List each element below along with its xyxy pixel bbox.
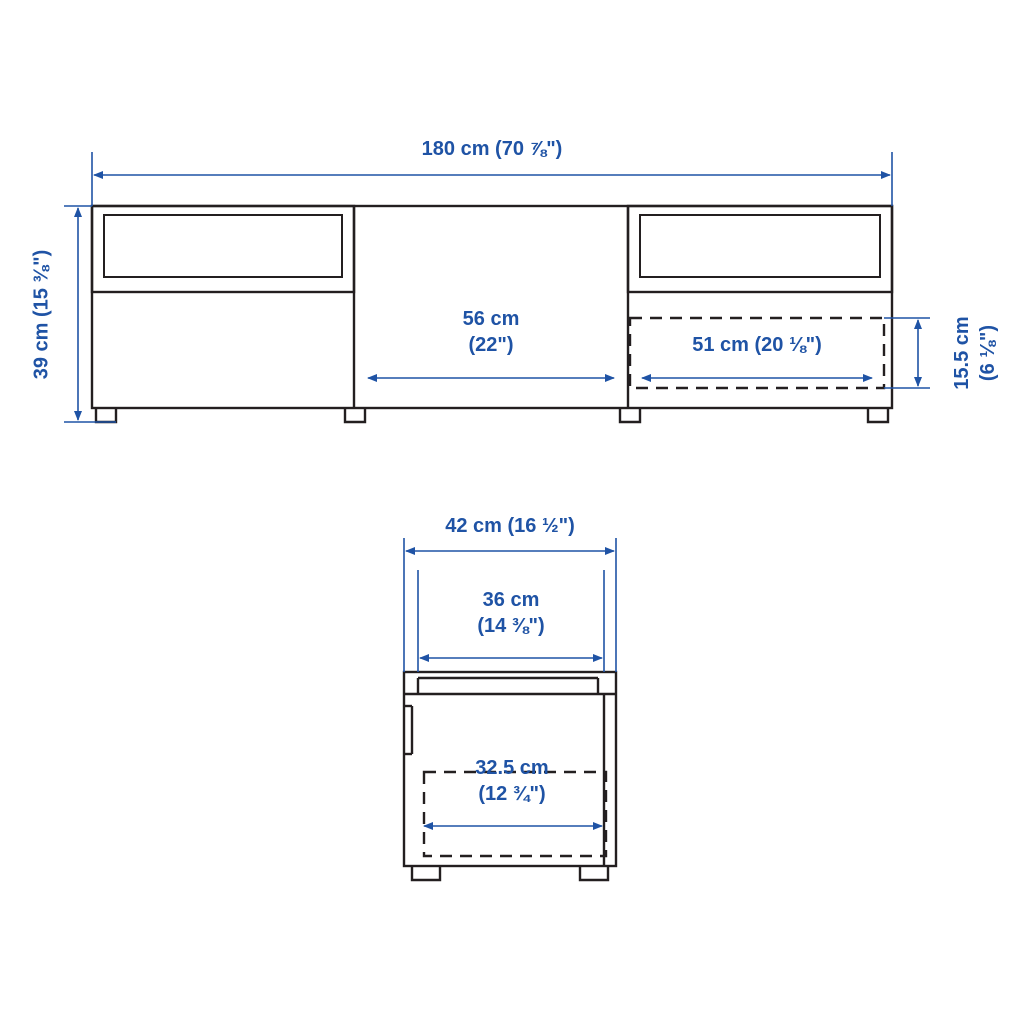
label-side-drawer-depth <box>412 755 612 807</box>
label-front-drawer-inner-width-text: 51 cm (20 ⅛") <box>692 334 822 356</box>
label-front-total-width-text: 180 cm (70 ⅞") <box>421 138 563 160</box>
dim-front-total-height <box>64 206 116 422</box>
label-side-drawer-depth-line1: 32.5 cm <box>475 757 549 779</box>
label-front-total-width <box>292 137 692 162</box>
label-front-drawer-inner-height-line1: 15.5 cm <box>951 316 973 390</box>
label-front-total-height-text: 39 cm (15 ⅜") <box>30 249 53 380</box>
label-front-drawer-inner-width <box>637 333 877 358</box>
label-front-drawer-inner-height <box>949 253 1001 453</box>
label-side-inner-depth-line1: 36 cm <box>482 589 540 611</box>
label-side-total-depth-text: 42 cm (16 ½") <box>445 515 575 537</box>
label-front-drawer-inner-height-line2: (6 ⅛") <box>977 324 999 382</box>
label-side-inner-depth <box>411 587 611 639</box>
label-open-compartment-line2: (22") <box>468 334 514 356</box>
label-side-total-depth <box>360 514 660 539</box>
label-front-open-compartment-width <box>391 306 591 358</box>
label-front-total-height <box>30 165 55 465</box>
label-side-inner-depth-line2: (14 ⅜") <box>477 615 545 637</box>
label-side-drawer-depth-line2: (12 ¾") <box>478 783 546 805</box>
label-open-compartment-line1: 56 cm <box>462 308 520 330</box>
